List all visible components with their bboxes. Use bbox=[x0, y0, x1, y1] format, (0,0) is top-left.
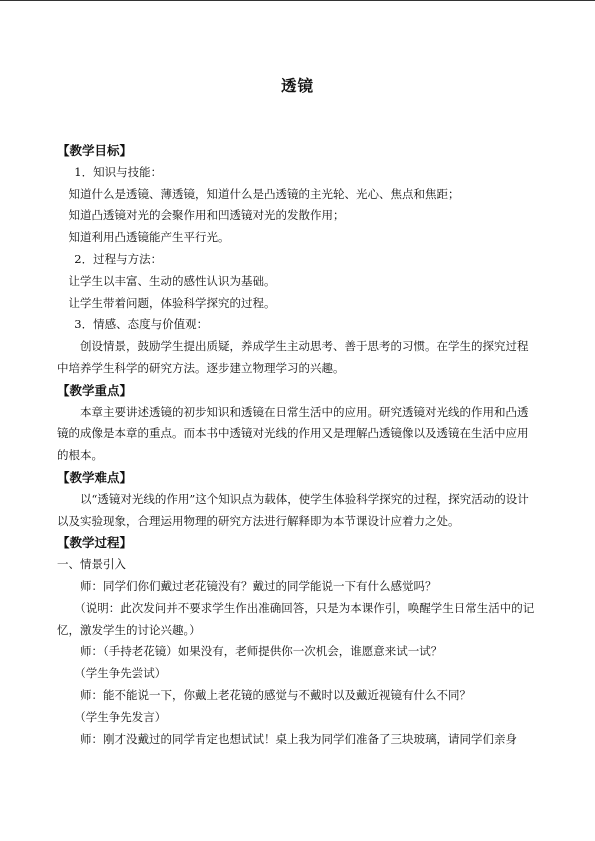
goals-line-8: 3．情感、态度与价值观： bbox=[74, 317, 209, 332]
process-line-7: （学生争先发言） bbox=[74, 709, 167, 724]
goals-line-1: 1．知识与技能： bbox=[74, 164, 163, 179]
goals-line-3: 知道凸透镜对光的会聚作用和凹透镜对光的发散作用； bbox=[68, 208, 345, 223]
document-title: 透镜 bbox=[280, 76, 314, 95]
process-line-6: 师：能不能说一下，你戴上老花镜的感觉与不戴时以及戴近视镜有什么不同？ bbox=[80, 687, 471, 702]
document-body bbox=[57, 140, 537, 750]
process-line-1: 一、情景引入 bbox=[57, 557, 126, 572]
difficult-points-heading: 【教学难点】 bbox=[57, 469, 133, 485]
key-points-heading: 【教学重点】 bbox=[57, 382, 133, 398]
goals-line-5: 2．过程与方法： bbox=[74, 251, 163, 266]
process-line-3: （说明：此次发问并不要求学生作出准确回答，只是为本课作引，唤醒学生日常生活中的记忆，激发学生的讨论兴趣。） bbox=[57, 600, 535, 637]
key-points-paragraph: 本章主要讲述透镜的初步知识和透镜在日常生活中的应用。研究透镜对光线的作用和凸透镜的成像是本章的重点。而本书中透镜对光线的作用又是理解凸透镜像以及透镜在生活中应用的根本。 bbox=[57, 404, 529, 463]
goals-heading: 【教学目标】 bbox=[57, 143, 133, 158]
process-line-4: 师：（手持老花镜）如果没有，老师提供你一次机会，谁愿意来试一试？ bbox=[80, 644, 443, 659]
process-line-2: 师：同学们你们戴过老花镜没有？戴过的同学能说一下有什么感觉吗？ bbox=[80, 578, 437, 593]
goals-paragraph-9: 创设情景，鼓励学生提出质疑，养成学生主动思考、善于思考的习惯。在学生的探究过程中培养学生科学的研究方法。逐步建立物理学习的兴趣。 bbox=[57, 339, 529, 375]
difficult-points-paragraph: 以“透镜对光线的作用”这个知识点为载体，使学生体验科学探究的过程，探究活动的设计以及实验现象，合理运用物理的研究方法进行解释即为本节课设计应着力之处。 bbox=[57, 491, 529, 528]
process-line-8: 师：刚才没戴过的同学肯定也想试试！桌上我为同学们准备了三块玻璃，请同学们亲身 bbox=[80, 731, 517, 746]
process-heading: 【教学过程】 bbox=[57, 535, 133, 551]
goals-line-6: 让学生以丰富、生动的感性认识为基础。 bbox=[68, 273, 276, 288]
goals-line-7: 让学生带着问题，体验科学探究的过程。 bbox=[68, 295, 276, 310]
goals-line-2: 知道什么是透镜、薄透镜，知道什么是凸透镜的主光轮、光心、焦点和焦距； bbox=[68, 186, 460, 201]
goals-line-4: 知道利用凸透镜能产生平行光。 bbox=[68, 230, 230, 245]
page-top-rule bbox=[0, 0, 595, 1]
process-line-5: （学生争先尝试） bbox=[74, 666, 167, 681]
